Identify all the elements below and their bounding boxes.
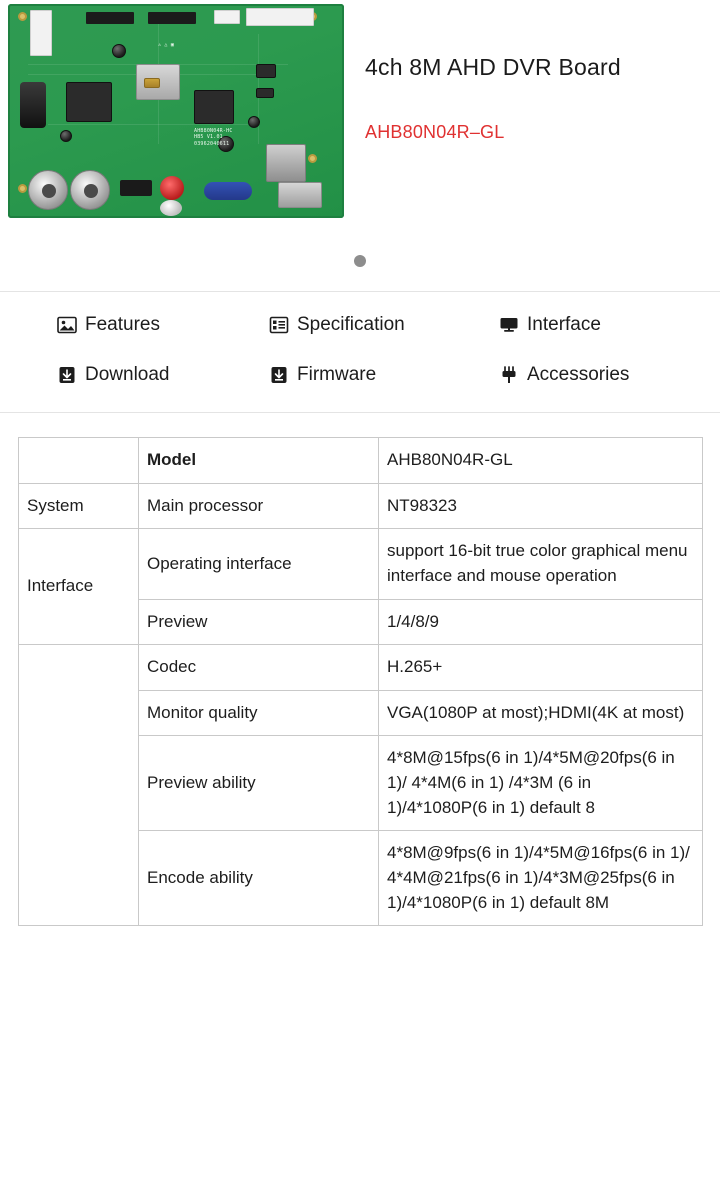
- nav-row-1: [0, 314, 720, 336]
- dvr-board-photo: AHB80N04R-HC HB5 V1.01 03962040611 ⚠ △ ▣: [8, 4, 344, 218]
- monitor-icon: [498, 314, 520, 336]
- cell-key: Operating interface: [139, 529, 379, 599]
- nav-item-features[interactable]: [0, 314, 240, 336]
- cell-key: Preview: [139, 599, 379, 645]
- page-title: 4ch 8M AHD DVR Board: [365, 54, 621, 80]
- nav-item-specification[interactable]: [240, 314, 480, 336]
- nav-item-interface[interactable]: [480, 314, 720, 336]
- cell-value: VGA(1080P at most);HDMI(4K at most): [379, 690, 703, 736]
- cell-value: 1/4/8/9: [379, 599, 703, 645]
- nav-item-download[interactable]: [0, 364, 240, 386]
- product-image[interactable]: [0, 0, 352, 232]
- cell-value: 4*8M@9fps(6 in 1)/4*5M@16fps(6 in 1)/ 4*4M@21fps(6 in 1)/4*3M@25fps(6 in 1)/4*1080P(6 in 1) default 8M: [379, 831, 703, 926]
- nav-item-accessories[interactable]: [480, 364, 720, 386]
- cell-key: Encode ability: [139, 831, 379, 926]
- cell-key: Main processor: [139, 483, 379, 529]
- cell-category: [19, 645, 139, 926]
- cell-key: Model: [139, 438, 379, 484]
- nav-row-2: [0, 364, 720, 386]
- cell-category: [19, 438, 139, 484]
- cell-category: Interface: [19, 529, 139, 645]
- nav-item-label: Download: [85, 364, 170, 385]
- carousel-dots[interactable]: [0, 255, 720, 267]
- product-hero: [0, 0, 720, 292]
- section-nav-grid: [0, 292, 720, 413]
- nav-item-label: Accessories: [527, 364, 630, 385]
- cell-value: support 16-bit true color graphical menu interface and mouse operation: [379, 529, 703, 599]
- download-icon: [268, 364, 290, 386]
- specification-section: [0, 413, 720, 956]
- cell-value: 4*8M@15fps(6 in 1)/4*5M@20fps(6 in 1)/ 4*4M(6 in 1) /4*3M (6 in 1)/4*1080P(6 in 1) default 8: [379, 736, 703, 831]
- nav-item-firmware[interactable]: [240, 364, 480, 386]
- table-row: [19, 645, 703, 691]
- specification-table: [18, 437, 703, 926]
- grid-list-icon: [268, 314, 290, 336]
- nav-item-label: Interface: [527, 314, 601, 335]
- cell-key: Monitor quality: [139, 690, 379, 736]
- nav-item-label: Specification: [297, 314, 405, 335]
- plug-icon: [498, 364, 520, 386]
- cell-key: Codec: [139, 645, 379, 691]
- cell-value: AHB80N04R-GL: [379, 438, 703, 484]
- download-icon: [56, 364, 78, 386]
- nav-item-label: Firmware: [297, 364, 377, 385]
- carousel-dot-1[interactable]: [354, 255, 366, 267]
- table-row: [19, 438, 703, 484]
- cell-value: H.265+: [379, 645, 703, 691]
- cell-key: Preview ability: [139, 736, 379, 831]
- nav-item-label: Features: [85, 314, 160, 335]
- product-sku: AHB80N04R–GL: [365, 122, 505, 142]
- table-row: [19, 529, 703, 599]
- image-icon: [56, 314, 78, 336]
- cell-value: NT98323: [379, 483, 703, 529]
- table-row: [19, 483, 703, 529]
- cell-category: System: [19, 483, 139, 529]
